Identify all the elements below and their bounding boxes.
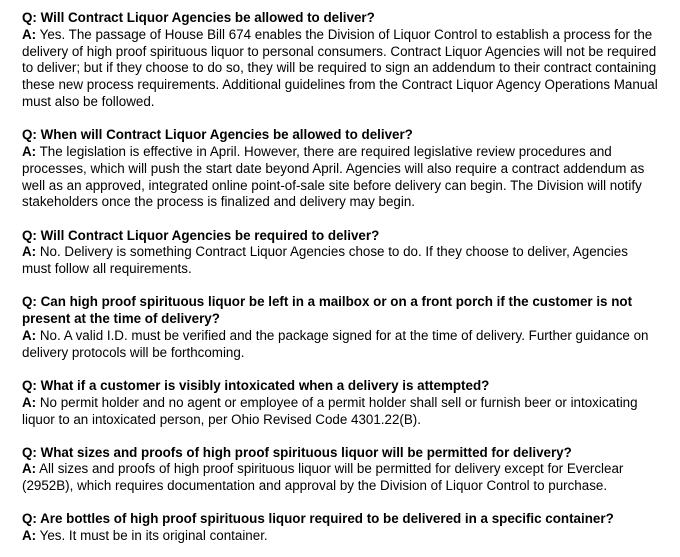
answer-prefix: A:: [22, 394, 37, 410]
question-text: Can high proof spirituous liquor be left in a mailbox or on a front porch if the customer is not present at the time of delivery?: [22, 294, 633, 327]
question-prefix: Q:: [22, 227, 37, 243]
question-text: Are bottles of high proof spirituous liquor required to be delivered in a specific container?: [40, 511, 614, 527]
answer: [22, 144, 658, 211]
question: [22, 445, 658, 462]
answer: [22, 528, 658, 545]
answer-text: All sizes and proofs of high proof spirituous liquor will be permitted for delivery except for Everclear (2952B), which requires documentation and approval by the Division of Liquor Control to purchase.: [22, 461, 624, 494]
question-text: What if a customer is visibly intoxicated when a delivery is attempted?: [40, 377, 490, 393]
answer-text: Yes. The passage of House Bill 674 enables the Division of Liquor Control to establish a process for the delivery of high proof spirituous liquor to personal consumers. Contract Liquor Agencies will not be required to deliver; but if they choose to do so, they will be required to sign an addendum to their contract containing these new process requirements. Additional guidelines from the Contract Liquor Agency Operations Manual must also be followed.: [22, 26, 658, 109]
faq-item: [22, 127, 658, 211]
question-prefix: Q:: [22, 444, 37, 460]
question: [22, 294, 658, 328]
faq-item: [22, 10, 658, 111]
answer-text: No. A valid I.D. must be verified and the package signed for at the time of delivery. Further guidance on delivery protocols will be forthcoming.: [22, 327, 649, 360]
question: [22, 127, 658, 144]
answer-text: No. Delivery is something Contract Liquor Agencies chose to do. If they choose to deliver, Agencies must follow all requirements.: [22, 244, 628, 277]
question-prefix: Q:: [22, 10, 37, 25]
faq-item: [22, 378, 658, 428]
answer-prefix: A:: [22, 528, 37, 544]
answer: [22, 395, 658, 429]
question-prefix: Q:: [22, 377, 37, 393]
answer-prefix: A:: [22, 244, 37, 260]
answer-text: Yes. It must be in its original container.: [39, 528, 268, 544]
answer-text: No permit holder and no agent or employee of a permit holder shall sell or furnish beer or intoxicating liquor to an intoxicated person, per Ohio Revised Code 4301.22(B).: [22, 394, 638, 427]
answer-prefix: A:: [22, 26, 37, 42]
question-prefix: Q:: [22, 511, 37, 527]
question-prefix: Q:: [22, 127, 37, 143]
faq-item: [22, 445, 658, 495]
faq-item: [22, 294, 658, 361]
question: [22, 10, 658, 27]
answer: [22, 328, 658, 362]
question: [22, 378, 658, 395]
faq-item: [22, 511, 658, 545]
answer: [22, 461, 658, 495]
question-text: What sizes and proofs of high proof spirituous liquor will be permitted for delivery?: [40, 444, 572, 460]
answer: [22, 244, 658, 278]
question: [22, 228, 658, 245]
question-text: When will Contract Liquor Agencies be allowed to deliver?: [40, 127, 413, 143]
answer-text: The legislation is effective in April. However, there are required legislative review procedures and processes, which will push the start date beyond April. Agencies will also require a contract addendum as well as an approved, integrated online point-of-sale site before delivery can begin. The Division will notify stakeholders once the process is finalized and delivery may begin.: [22, 143, 645, 210]
question-prefix: Q:: [22, 294, 37, 310]
answer-prefix: A:: [22, 143, 37, 159]
faq-item: [22, 228, 658, 278]
question-text: Will Contract Liquor Agencies be required to deliver?: [40, 227, 380, 243]
question: [22, 511, 658, 528]
answer: [22, 27, 658, 111]
answer-prefix: A:: [22, 327, 37, 343]
question-text: Will Contract Liquor Agencies be allowed to deliver?: [40, 10, 375, 25]
answer-prefix: A:: [22, 461, 37, 477]
